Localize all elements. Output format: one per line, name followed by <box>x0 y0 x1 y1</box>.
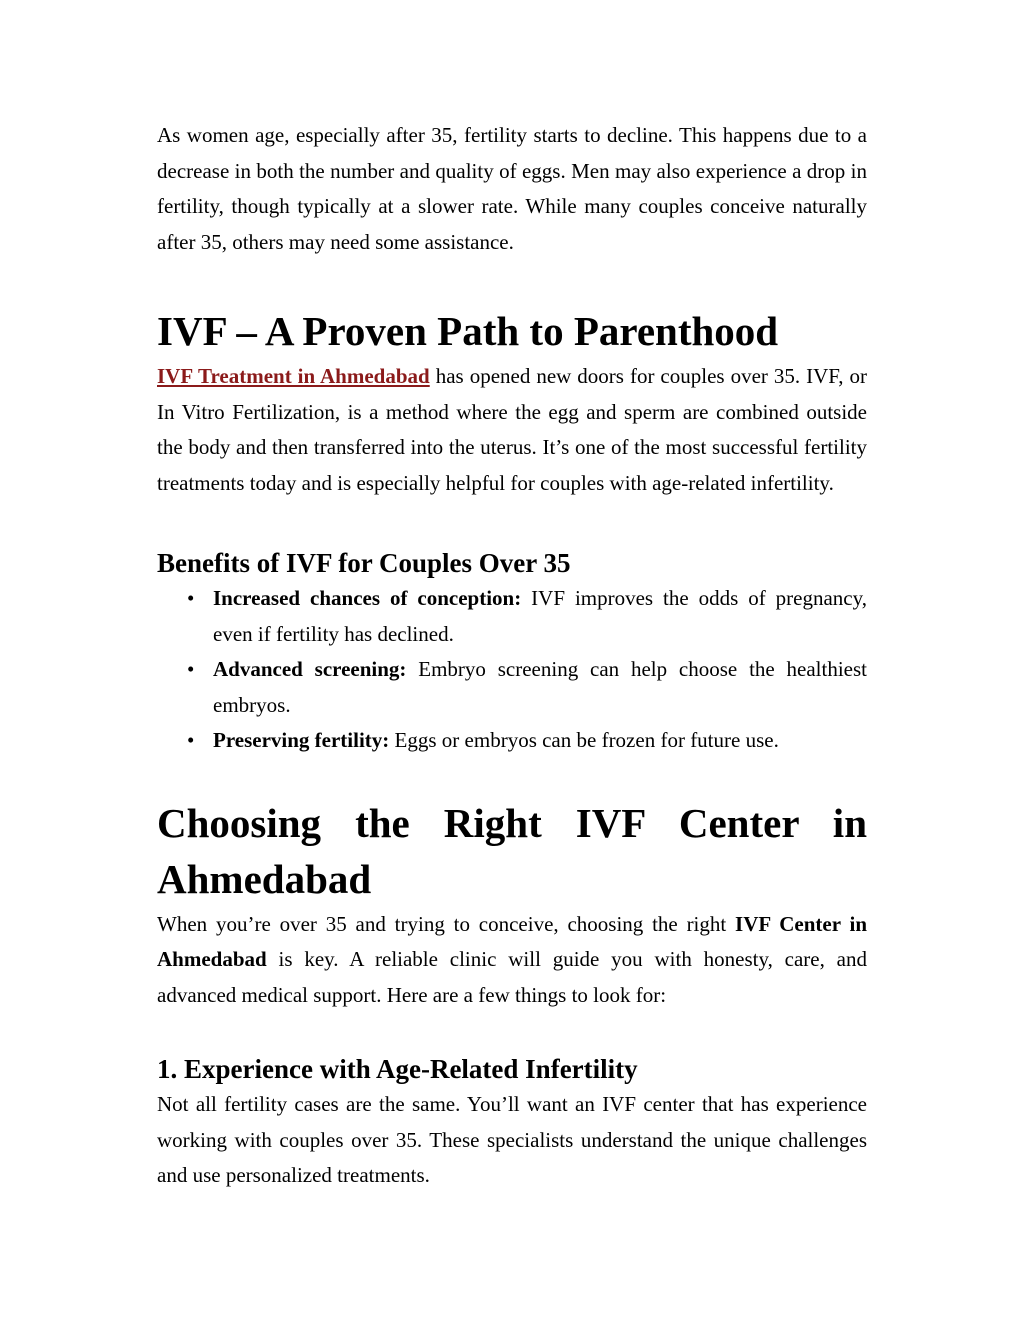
list-item <box>157 652 867 723</box>
choosing-text-after: is key. A reliable clinic will guide you with honesty, care, and advanced medical support. Here are a few things to look for: <box>157 947 867 1007</box>
list-item-text: Eggs or embryos can be frozen for future use. <box>389 728 779 752</box>
spacer <box>157 501 867 545</box>
benefits-list <box>157 581 867 759</box>
experience-heading: 1. Experience with Age-Related Infertility <box>157 1054 638 1084</box>
bullet-icon: • <box>187 657 195 681</box>
ivf-section-heading: IVF – A Proven Path to Parenthood <box>157 308 779 354</box>
ivf-section-paragraph-text: has opened new doors for couples over 35. IVF, or In Vitro Fertilization, is a method where the egg and sperm are combined outside the body and then transferred into the uterus. It’s one of the most successful fertility treatments today and is especially helpful for couples with age-related infertility. <box>157 364 867 495</box>
list-item-label: Preserving fertility: <box>213 728 390 752</box>
list-item <box>157 581 867 652</box>
bullet-icon: • <box>187 728 195 752</box>
list-item <box>157 723 867 759</box>
bullet-icon: • <box>187 586 195 610</box>
ivf-section-paragraph <box>157 359 867 501</box>
choosing-bold-text: IVF Center in Ahmedabad <box>157 911 867 971</box>
spacer <box>157 759 867 795</box>
ivf-treatment-link[interactable]: IVF Treatment in Ahmedabad <box>157 364 430 388</box>
list-item-label: Advanced screening: <box>213 657 407 681</box>
list-item-label: Increased chances of conception: <box>213 586 522 610</box>
document-page <box>157 118 867 1194</box>
choosing-heading: Choosing the Right IVF Center in Ahmedabad <box>157 799 867 902</box>
list-item-text: IVF improves the odds of pregnancy, even if fertility has declined. <box>213 586 868 646</box>
benefits-heading: Benefits of IVF for Couples Over 35 <box>157 548 571 578</box>
list-item-text: Embryo screening can help choose the healthiest embryos. <box>213 657 868 717</box>
experience-paragraph: Not all fertility cases are the same. You’ll want an IVF center that has experience working with couples over 35. These specialists understand the unique challenges and use personalized treatments. <box>157 1092 867 1187</box>
choosing-paragraph <box>157 907 867 1014</box>
spacer <box>157 1013 867 1051</box>
choosing-text-before: When you’re over 35 and trying to conceive, choosing the right <box>157 911 736 936</box>
spacer <box>157 260 867 303</box>
intro-paragraph: As women age, especially after 35, fertility starts to decline. This happens due to a decrease in both the number and quality of eggs. Men may also experience a drop in fertility, though typically at a slower rate. While many couples conceive naturally after 35, others may need some assistance. <box>157 123 867 254</box>
